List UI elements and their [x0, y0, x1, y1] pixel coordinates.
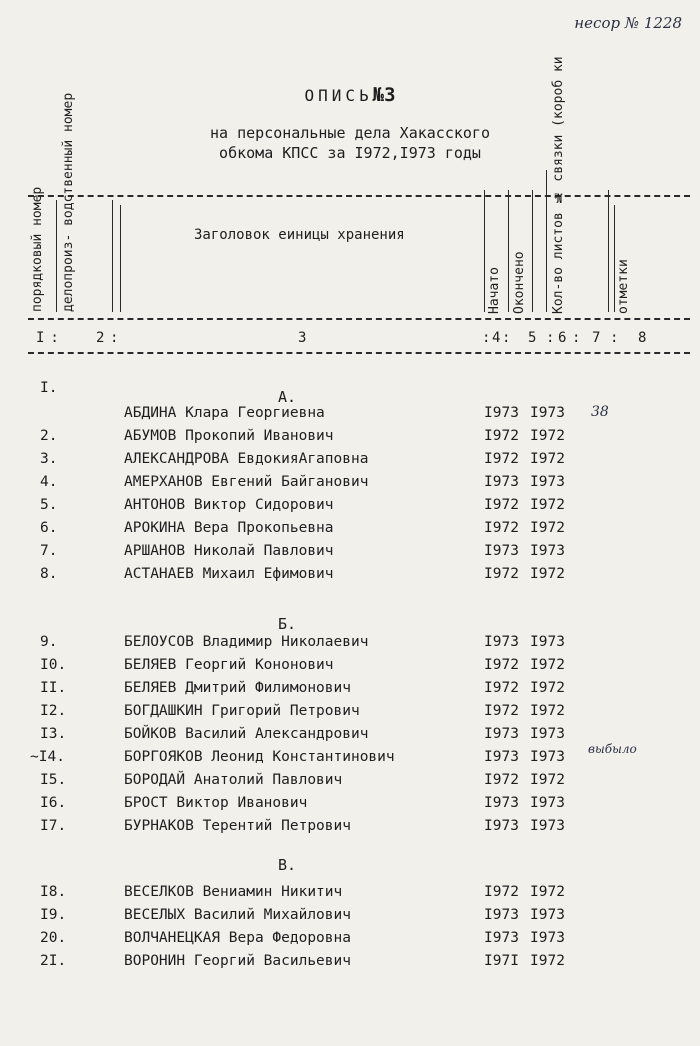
row-start-year: I972 — [484, 703, 519, 719]
table-row — [0, 772, 700, 794]
row-name: ВОРОНИН Георгий Васильевич — [124, 953, 351, 969]
row-name: БЕЛЯЕВ Дмитрий Филимонович — [124, 680, 351, 696]
row-name: БЕЛОУСОВ Владимир Николаевич — [124, 634, 369, 650]
subtitle-line-2: обкома КПСС за I972,I973 годы — [219, 144, 481, 162]
header-office-number: делопроиз- водственный номер — [61, 92, 76, 312]
row-start-year: I97I — [484, 953, 519, 969]
header-ended: Окончено — [512, 251, 527, 314]
row-number: 4. — [40, 474, 58, 490]
column-numbers-row: I : 2 : 3 : 4 : 5 : 6 : 7 : 8 — [36, 330, 647, 346]
header-title-column: Заголовок еиницы хранения — [194, 227, 405, 243]
row-end-year: I972 — [530, 703, 565, 719]
col-number: 7 — [592, 330, 601, 346]
table-row — [0, 380, 700, 402]
row-end-year: I973 — [530, 930, 565, 946]
row-number: 2I. — [40, 953, 67, 969]
row-end-year: I972 — [530, 451, 565, 467]
section-letter: В. — [278, 856, 297, 874]
table-row — [0, 497, 700, 519]
row-number: I6. — [40, 795, 67, 811]
header-divider — [532, 190, 533, 312]
row-start-year: I972 — [484, 884, 519, 900]
row-start-year: I973 — [484, 749, 519, 765]
header-divider — [484, 190, 485, 312]
row-end-year: I972 — [530, 772, 565, 788]
row-start-year: I972 — [484, 451, 519, 467]
table-row — [0, 566, 700, 588]
header-divider — [112, 200, 113, 312]
table-row — [0, 520, 700, 542]
row-end-year: I972 — [530, 884, 565, 900]
header-divider — [508, 190, 509, 312]
row-start-year: I973 — [484, 907, 519, 923]
row-start-year: I973 — [484, 474, 519, 490]
row-start-year: I973 — [484, 726, 519, 742]
row-start-year: I972 — [484, 497, 519, 513]
row-start-year: I973 — [484, 634, 519, 650]
column-numbers-rule — [28, 352, 690, 354]
header-divider — [546, 170, 547, 312]
row-end-year: I972 — [530, 497, 565, 513]
table-row — [0, 795, 700, 817]
col-number: 3 — [298, 330, 307, 346]
row-end-year: I973 — [530, 405, 565, 421]
row-number: I3. — [40, 726, 67, 742]
row-end-year: I973 — [530, 543, 565, 559]
row-number: 8. — [40, 566, 58, 582]
table-row — [0, 451, 700, 473]
table-row — [0, 543, 700, 565]
header-bottom-rule — [28, 318, 690, 320]
row-name: БУРНАКОВ Терентий Петрович — [124, 818, 351, 834]
row-start-year: I972 — [484, 657, 519, 673]
table-row — [0, 907, 700, 929]
row-number: ~I4. — [30, 749, 65, 765]
row-name: ВОЛЧАНЕЦКАЯ Вера Федоровна — [124, 930, 351, 946]
row-number: I9. — [40, 907, 67, 923]
row-start-year: I973 — [484, 405, 519, 421]
row-start-year: I972 — [484, 520, 519, 536]
col-number: 4 — [492, 330, 501, 346]
row-number: 3. — [40, 451, 58, 467]
section-letter: А. — [278, 388, 297, 406]
handwritten-status-note: выбыло — [588, 742, 637, 756]
row-number: I5. — [40, 772, 67, 788]
row-number: 6. — [40, 520, 58, 536]
table-row — [0, 634, 700, 656]
row-name: БЕЛЯЕВ Георгий Кононович — [124, 657, 334, 673]
header-divider — [120, 205, 121, 312]
row-name: ВЕСЕЛКОВ Вениамин Никитич — [124, 884, 343, 900]
row-name: АБУМОВ Прокопий Иванович — [124, 428, 334, 444]
row-name: АБДИНА Клара Георгиевна — [124, 405, 325, 421]
row-name: БОГДАШКИН Григорий Петрович — [124, 703, 360, 719]
row-start-year: I973 — [484, 543, 519, 559]
row-start-year: I972 — [484, 772, 519, 788]
row-start-year: I973 — [484, 930, 519, 946]
table-row — [0, 818, 700, 840]
row-number: 5. — [40, 497, 58, 513]
row-end-year: I972 — [530, 657, 565, 673]
table-row — [0, 953, 700, 975]
col-number: 6 — [558, 330, 567, 346]
col-number: I — [36, 330, 45, 346]
row-name: БОРГОЯКОВ Леонид Константинович — [124, 749, 395, 765]
row-number: II. — [40, 680, 67, 696]
row-end-year: I973 — [530, 818, 565, 834]
table-row — [0, 657, 700, 679]
title-number: №3 — [372, 84, 396, 106]
table-row — [0, 884, 700, 906]
header-notes: отметки — [616, 259, 631, 314]
row-number: 2. — [40, 428, 58, 444]
table-row — [0, 474, 700, 496]
row-start-year: I973 — [484, 795, 519, 811]
row-number: I2. — [40, 703, 67, 719]
section-letter: Б. — [278, 615, 297, 633]
table-row — [0, 703, 700, 725]
col-number: 5 — [528, 330, 537, 346]
row-start-year: I972 — [484, 428, 519, 444]
row-end-year: I972 — [530, 520, 565, 536]
row-end-year: I973 — [530, 749, 565, 765]
handwritten-archive-note: несор № 1228 — [574, 14, 682, 32]
row-name: АНТОНОВ Виктор Сидорович — [124, 497, 334, 513]
header-divider — [56, 200, 57, 312]
row-end-year: I972 — [530, 953, 565, 969]
title-word: ОПИСЬ — [304, 86, 373, 105]
table-row — [0, 428, 700, 450]
row-name: АРОКИНА Вера Прокопьевна — [124, 520, 334, 536]
row-number: I0. — [40, 657, 67, 673]
header-divider — [614, 205, 615, 312]
header-serial-number: порядковый номер — [30, 186, 45, 312]
row-name: БОЙКОВ Василий Александрович — [124, 726, 369, 742]
row-name: БРОСТ Виктор Иванович — [124, 795, 308, 811]
handwritten-margin-note: 38 — [591, 404, 609, 420]
row-number: 9. — [40, 634, 58, 650]
row-end-year: I972 — [530, 428, 565, 444]
row-end-year: I973 — [530, 634, 565, 650]
document-title — [0, 84, 700, 106]
header-started: Начато — [487, 267, 502, 314]
row-number: 7. — [40, 543, 58, 559]
row-number: I8. — [40, 884, 67, 900]
subtitle-line-1: на персональные дела Хакасского — [210, 124, 490, 142]
row-name: АЛЕКСАНДРОВА ЕвдокияАгаповна — [124, 451, 369, 467]
row-name: АМЕРХАНОВ Евгений Байганович — [124, 474, 369, 490]
col-number: 8 — [638, 330, 647, 346]
row-name: АСТАНАЕВ Михаил Ефимович — [124, 566, 334, 582]
row-name: ВЕСЕЛЫХ Василий Михайлович — [124, 907, 351, 923]
header-top-rule — [28, 195, 690, 197]
table-row — [0, 680, 700, 702]
row-name: АРШАНОВ Николай Павлович — [124, 543, 334, 559]
row-start-year: I972 — [484, 680, 519, 696]
row-start-year: I973 — [484, 818, 519, 834]
table-row — [0, 930, 700, 952]
row-end-year: I973 — [530, 907, 565, 923]
row-end-year: I973 — [530, 726, 565, 742]
row-end-year: I972 — [530, 566, 565, 582]
header-divider — [608, 190, 609, 312]
row-end-year: I973 — [530, 795, 565, 811]
row-number: I7. — [40, 818, 67, 834]
row-end-year: I972 — [530, 680, 565, 696]
header-sheets-bundle: Кол-во листов № связки (короб ки — [551, 56, 566, 314]
row-number: I. — [40, 380, 58, 396]
row-start-year: I972 — [484, 566, 519, 582]
row-name: БОРОДАЙ Анатолий Павлович — [124, 772, 343, 788]
row-end-year: I973 — [530, 474, 565, 490]
col-number: 2 — [96, 330, 105, 346]
row-number: 20. — [40, 930, 67, 946]
